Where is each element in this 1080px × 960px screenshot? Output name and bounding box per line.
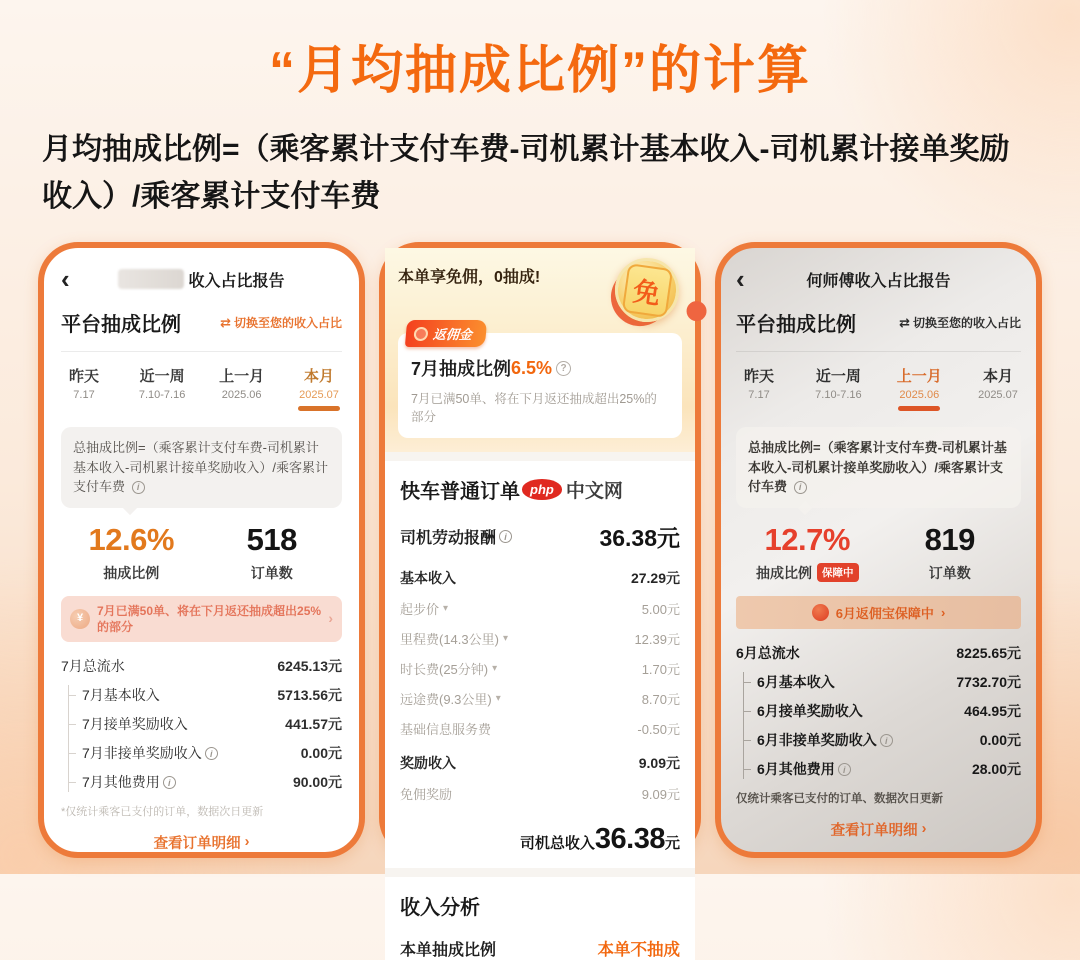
info-icon[interactable]: i bbox=[838, 763, 851, 776]
tab-last-month[interactable] bbox=[897, 365, 942, 411]
tooltip-text: 总抽成比例=（乘客累计支付车费-司机累计基本收入-司机累计接单奖励收入）/乘客累计支付车费 bbox=[73, 440, 328, 494]
tab-last-week[interactable] bbox=[815, 365, 861, 411]
ratio-label: 抽成比例 bbox=[103, 564, 160, 581]
tab-sublabel: 2025.06 bbox=[221, 389, 262, 401]
fee-label-text: 基本收入 bbox=[400, 570, 456, 586]
row-value: 28.00元 bbox=[971, 760, 1021, 777]
fee-row-mileage bbox=[400, 629, 680, 648]
fee-value: 9.09元 bbox=[638, 755, 680, 771]
footnote: 仅统计乘客已支付的订单、数据次日更新 bbox=[736, 792, 943, 805]
fee-label-text: 奖励收入 bbox=[400, 755, 456, 771]
fee-value: 9.09元 bbox=[641, 787, 680, 802]
analysis-value: 本单不抽成 bbox=[597, 941, 680, 959]
fee-value: 27.29元 bbox=[630, 570, 680, 586]
tab-underline bbox=[221, 406, 263, 411]
tab-underline bbox=[141, 406, 183, 411]
row-label bbox=[757, 730, 893, 750]
footnote: *仅统计乘客已支付的订单，数据次日更新 bbox=[61, 805, 264, 818]
nav-title: 收入占比报告 bbox=[188, 272, 285, 290]
tab-yesterday[interactable] bbox=[63, 365, 105, 411]
row-non-order-reward bbox=[82, 743, 342, 763]
row-label-text: 7月其他费用 bbox=[82, 773, 160, 790]
rebate-guarantee-banner[interactable] bbox=[736, 596, 1021, 629]
dropdown-caret-icon[interactable]: ▾ bbox=[502, 633, 508, 644]
ratio-label-wrap bbox=[736, 563, 879, 583]
row-value: 0.00元 bbox=[979, 731, 1021, 748]
ribbon-text: 返佣金 bbox=[432, 327, 473, 342]
breakdown-tree bbox=[743, 672, 1021, 779]
ratio-title: 7月抽成比例 bbox=[411, 359, 512, 379]
formula-text: 月均抽成比例=（乘客累计支付车费-司机累计基本收入-司机累计接单奖励收入）/乘客累计支付车费 bbox=[42, 133, 1010, 213]
row-total-flow bbox=[61, 656, 342, 676]
tab-sublabel: 2025.06 bbox=[899, 389, 940, 401]
ratio-value: 12.6% bbox=[88, 521, 174, 557]
rebate-ribbon bbox=[405, 320, 487, 347]
rebate-notice-banner[interactable] bbox=[61, 596, 342, 642]
row-label-text: 6月非接单奖励收入 bbox=[757, 731, 877, 748]
view-order-details-link[interactable] bbox=[61, 832, 342, 853]
row-value: 5713.56元 bbox=[277, 686, 342, 703]
medal-character: 免 bbox=[621, 263, 672, 318]
fee-label-text: 免佣奖励 bbox=[400, 787, 453, 802]
dropdown-caret-icon[interactable]: ▾ bbox=[443, 603, 449, 614]
fee-label bbox=[400, 659, 497, 678]
tab-label: 本月 bbox=[982, 368, 1013, 385]
chevron-right-icon: › bbox=[328, 610, 333, 627]
ratio-subtext: 7月已满50单、将在下月返还抽成超出25%的部分 bbox=[411, 392, 657, 424]
row-order-reward bbox=[82, 714, 342, 734]
row-label: 6月基本收入 bbox=[757, 673, 835, 690]
switch-label: 切换至您的收入占比 bbox=[233, 316, 342, 330]
switch-label: 切换至您的收入占比 bbox=[912, 316, 1021, 330]
tab-underline bbox=[738, 406, 780, 411]
guarantee-icon bbox=[812, 604, 829, 621]
detail-link-text: 查看订单明细 bbox=[830, 822, 918, 839]
row-label: 7月总流水 bbox=[61, 657, 125, 674]
row-value: 464.95元 bbox=[964, 702, 1021, 719]
tab-yesterday[interactable] bbox=[738, 365, 780, 411]
date-range-tabs bbox=[61, 365, 342, 411]
divider bbox=[736, 351, 1021, 352]
order-type-row bbox=[400, 475, 680, 504]
commission-ratio-panel bbox=[398, 327, 682, 438]
phone-card-july-report bbox=[38, 242, 365, 858]
row-value: 7732.70元 bbox=[956, 673, 1021, 690]
july-ratio-row bbox=[411, 355, 669, 381]
fee-row-reward-income bbox=[400, 753, 680, 773]
row-value: 8225.65元 bbox=[956, 644, 1021, 661]
total-value: 36.38 bbox=[594, 823, 665, 855]
section-header bbox=[736, 308, 1021, 337]
row-basic-income bbox=[757, 672, 1021, 692]
labor-label bbox=[400, 525, 512, 548]
chevron-right-icon: › bbox=[940, 604, 946, 620]
info-icon[interactable]: i bbox=[163, 776, 176, 789]
orders-value: 819 bbox=[924, 521, 975, 557]
driver-total-income-row bbox=[400, 823, 680, 856]
section-title: 平台抽成比例 bbox=[736, 314, 856, 336]
order-commission-row bbox=[385, 920, 695, 960]
tab-underline bbox=[898, 406, 940, 411]
nav-title-wrap bbox=[61, 264, 342, 294]
info-icon[interactable]: i bbox=[205, 747, 218, 760]
tab-label: 昨天 bbox=[743, 368, 774, 385]
row-label: 6月总流水 bbox=[736, 644, 800, 661]
tab-label: 本月 bbox=[303, 368, 334, 385]
fee-label bbox=[400, 689, 501, 708]
total-label: 司机总收入 bbox=[519, 835, 595, 852]
breakdown-tree bbox=[68, 685, 342, 792]
coin-icon bbox=[413, 327, 428, 341]
dropdown-caret-icon[interactable]: ▾ bbox=[495, 693, 501, 704]
fee-label-text: 时长费(25分钟) bbox=[400, 662, 489, 677]
tab-sublabel: 7.17 bbox=[748, 389, 770, 401]
view-order-details-link[interactable] bbox=[736, 819, 1021, 840]
swap-icon: ⇄ bbox=[220, 314, 231, 330]
row-label: 7月接单奖励收入 bbox=[82, 715, 188, 732]
free-commission-headline: 本单享免佣，0抽成! bbox=[398, 269, 541, 286]
labor-value: 36.38元 bbox=[599, 525, 680, 551]
tab-sublabel: 2025.07 bbox=[299, 389, 339, 401]
commission-ratio-stat bbox=[736, 522, 879, 583]
tab-label: 近一周 bbox=[815, 368, 861, 385]
section-header bbox=[61, 308, 342, 337]
row-label-text: 7月非接单奖励收入 bbox=[82, 744, 202, 761]
analysis-label: 本单抽成比例 bbox=[400, 941, 497, 959]
row-label-text: 6月其他费用 bbox=[757, 760, 835, 777]
tab-last-month[interactable] bbox=[219, 365, 264, 411]
ratio-value: 6.5% bbox=[511, 357, 553, 378]
total-unit: 元 bbox=[664, 835, 680, 852]
switch-income-view-link[interactable] bbox=[220, 314, 342, 331]
fee-row-free-commission-reward bbox=[400, 784, 680, 803]
nav-title-wrap bbox=[736, 264, 1021, 294]
fee-value: 1.70元 bbox=[641, 662, 680, 677]
info-icon[interactable]: i bbox=[499, 530, 512, 543]
swap-icon: ⇄ bbox=[899, 314, 910, 330]
formula-tooltip bbox=[736, 427, 1021, 508]
info-icon[interactable]: i bbox=[132, 481, 145, 494]
fee-value: 8.70元 bbox=[641, 692, 680, 707]
fee-label bbox=[400, 568, 456, 588]
stats-row bbox=[61, 522, 342, 583]
divider bbox=[61, 351, 342, 352]
formula-tooltip bbox=[61, 427, 342, 508]
banner-text: 6月返佣宝保障中 bbox=[835, 605, 934, 621]
fee-label-text: 起步价 bbox=[400, 602, 440, 617]
row-value: 6245.13元 bbox=[277, 657, 342, 674]
stats-row bbox=[736, 522, 1021, 583]
tab-sublabel: 7.17 bbox=[73, 389, 95, 401]
nav-bar bbox=[61, 266, 342, 292]
fee-label bbox=[400, 784, 452, 803]
tab-underline bbox=[817, 406, 859, 411]
row-other-fees bbox=[82, 772, 342, 792]
fee-value: 12.39元 bbox=[634, 632, 680, 647]
back-icon[interactable]: ‹ bbox=[736, 264, 745, 294]
row-label bbox=[82, 743, 218, 763]
fee-label bbox=[400, 753, 456, 773]
fee-row-duration bbox=[400, 659, 680, 678]
row-value: 0.00元 bbox=[300, 744, 342, 761]
tooltip-text: 总抽成比例=（乘客累计支付车费-司机累计基本收入-司机累计接单奖励收入）/乘客累计支付车费 bbox=[748, 440, 1007, 494]
row-label bbox=[757, 759, 851, 779]
info-icon[interactable]: i bbox=[794, 481, 807, 494]
tab-sublabel: 7.10-7.16 bbox=[138, 389, 186, 401]
orders-label: 订单数 bbox=[928, 564, 971, 581]
orders-label: 订单数 bbox=[250, 564, 293, 581]
chevron-right-icon: › bbox=[921, 821, 927, 837]
tab-sublabel: 7.10-7.16 bbox=[815, 389, 862, 401]
tab-underline bbox=[977, 406, 1019, 411]
redacted-driver-name bbox=[118, 269, 184, 289]
back-icon[interactable]: ‹ bbox=[61, 264, 70, 294]
fee-value: 5.00元 bbox=[641, 602, 680, 617]
dropdown-caret-icon[interactable]: ▾ bbox=[492, 663, 498, 674]
row-basic-income bbox=[82, 685, 342, 705]
row-order-reward bbox=[757, 701, 1021, 721]
question-icon[interactable]: ? bbox=[556, 361, 571, 376]
php-cn-watermark bbox=[522, 476, 623, 503]
nav-bar bbox=[736, 266, 1021, 292]
phone-card-free-commission-order bbox=[379, 242, 701, 959]
section-gap bbox=[385, 452, 695, 461]
fee-label bbox=[400, 629, 508, 648]
row-other-fees bbox=[757, 759, 1021, 779]
info-icon[interactable]: i bbox=[880, 734, 893, 747]
row-total-flow bbox=[736, 643, 1021, 663]
orders-value: 518 bbox=[246, 521, 297, 557]
row-value: 441.57元 bbox=[285, 715, 342, 732]
watermark-text: 中文网 bbox=[565, 481, 623, 502]
date-range-tabs bbox=[736, 365, 1021, 411]
tab-sublabel: 2025.07 bbox=[978, 389, 1018, 401]
banner-text: 7月已满50单、将在下月返还抽成超出25%的部分 bbox=[97, 603, 322, 634]
fee-label bbox=[400, 599, 448, 618]
guaranteed-badge: 保障中 bbox=[817, 563, 859, 582]
row-label: 6月接单奖励收入 bbox=[757, 702, 863, 719]
fee-row-basic-income bbox=[400, 568, 680, 588]
order-type-title: 快车普通订单 bbox=[400, 481, 520, 503]
section-gap bbox=[385, 868, 695, 877]
php-logo: php bbox=[522, 479, 562, 500]
row-label bbox=[82, 772, 176, 792]
section-title: 平台抽成比例 bbox=[61, 314, 181, 336]
tab-label: 昨天 bbox=[68, 368, 99, 385]
driver-labor-pay-row bbox=[400, 520, 680, 553]
fee-label-text: 远途费(9.3公里) bbox=[400, 692, 492, 707]
row-label: 7月基本收入 bbox=[82, 686, 160, 703]
ratio-value: 12.7% bbox=[764, 521, 850, 557]
tab-underline bbox=[63, 406, 105, 411]
order-header-area bbox=[385, 248, 695, 452]
order-count-stat bbox=[879, 522, 1022, 583]
fare-breakdown bbox=[385, 461, 695, 868]
tab-underline bbox=[298, 406, 340, 411]
fee-row-base-fare bbox=[400, 599, 680, 618]
commission-ratio-stat bbox=[61, 522, 202, 583]
order-count-stat bbox=[202, 522, 343, 583]
phone-card-june-report bbox=[715, 242, 1042, 858]
fee-label bbox=[400, 719, 491, 738]
row-non-order-reward bbox=[757, 730, 1021, 750]
fee-value: -0.50元 bbox=[637, 722, 680, 737]
fee-row-long-distance bbox=[400, 689, 680, 708]
guarantee-icon: ¥ bbox=[70, 609, 90, 629]
fee-label-text: 里程费(14.3公里) bbox=[400, 632, 499, 647]
switch-income-view-link[interactable] bbox=[899, 314, 1021, 331]
labor-label-text: 司机劳动报酬 bbox=[400, 530, 497, 547]
income-analysis-title: 收入分析 bbox=[385, 877, 695, 920]
screenshots-row bbox=[0, 242, 1080, 959]
nav-title: 何师傅收入占比报告 bbox=[806, 272, 951, 290]
page-title: “月均抽成比例”的计算 bbox=[268, 42, 811, 100]
tab-label: 上一月 bbox=[219, 368, 265, 385]
tab-this-month[interactable] bbox=[977, 365, 1019, 411]
chevron-right-icon: › bbox=[244, 834, 250, 851]
fee-row-info-service bbox=[400, 719, 680, 738]
detail-link-text: 查看订单明细 bbox=[153, 835, 241, 852]
fee-label-text: 基础信息服务费 bbox=[400, 722, 492, 737]
tab-last-week[interactable] bbox=[139, 365, 185, 411]
tab-this-month[interactable] bbox=[298, 365, 340, 411]
tab-label: 近一周 bbox=[139, 368, 185, 385]
tab-label: 上一月 bbox=[896, 368, 942, 385]
row-value: 90.00元 bbox=[292, 773, 342, 790]
ratio-label: 抽成比例 bbox=[756, 564, 812, 581]
